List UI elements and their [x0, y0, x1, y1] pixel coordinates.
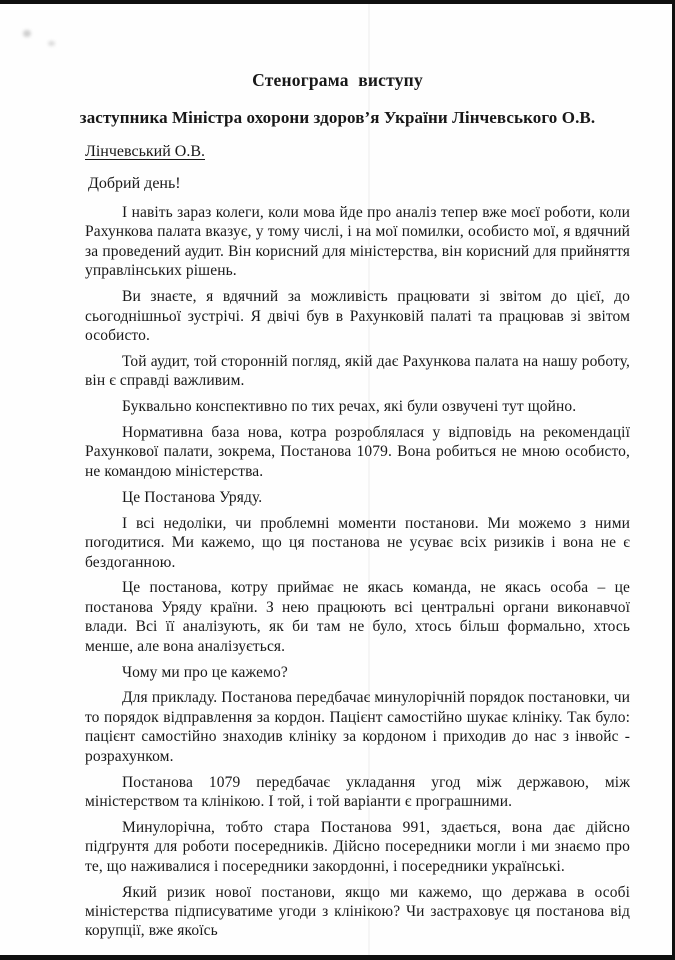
paragraph: І всі недоліки, чи проблемні моменти постанови. Ми можемо з ними погодитися. Ми кажемо, що ця постанова не усуває всіх ризиків і вона не є бездоганною.: [85, 514, 630, 571]
transcript-paragraphs: [85, 203, 630, 941]
paragraph: Чому ми про це кажемо?: [122, 663, 288, 681]
speaker-name: Лінчевський О.В.: [85, 143, 205, 160]
scan-border-top: [0, 0, 675, 4]
scan-speck: [48, 41, 55, 46]
greeting-line: Добрий день!: [88, 175, 181, 192]
document-title: Стенограма виступу: [252, 70, 423, 90]
paragraph: Минулорічна, тобто стара Постанова 991, здається, вона дає дійсно підґрунтя для роботи посередників. Дійсно посередники могли і ми знаємо про те, що наживалися і посередники закордонні, і посередники українські.: [85, 818, 630, 875]
document-body: [85, 143, 630, 941]
paragraph: Постанова 1079 передбачає укладання угод між державою, між міністерством та клінікою. І той, і той варіанти є програшними.: [85, 773, 630, 810]
paragraph: Ви знаєте, я вдячний за можливість працювати зі звітом до цієї, до сьогоднішньої зустрічі. Я двічі був в Рахунковій палаті та працював зі звітом особисто.: [85, 288, 630, 344]
paragraph: Це постанова, котру приймає не якась команда, не якась особа – це постанова Уряду країни. З нею працюють всі центральні органи виконавчої влади. Всі її аналізують, як би там не було, хтось більш формально, хтось менше, але вона аналізується.: [85, 579, 630, 655]
paragraph: Який ризик нової постанови, якщо ми кажемо, що держава в особі міністерства підписуватиме угоди з клінікою? Чи застраховує ця постанова від корупції, вже якоїсь: [85, 883, 630, 940]
document-subtitle: заступника Міністра охорони здоров’я України Лінчевського О.В.: [79, 108, 596, 127]
scan-speck: [23, 30, 31, 37]
paragraph: І навіть зараз колеги, коли мова йде про аналіз тепер вже моєї роботи, коли Рахункова палата вказує, у тому числі, і на мої помилки, особисто мої, я вдячний за проведений аудит. Він корисний для міністерства, він корисний для прийняття управлінських рішень.: [85, 204, 630, 280]
paragraph: Буквально конспективно по тих речах, які були озвучені тут щойно.: [122, 398, 577, 416]
paragraph: Для прикладу. Постанова передбачає минулорічній порядок постановки, чи то порядок відправлення за кордон. Пацієнт самостійно шукає клініку. Так було: пацієнт самостійно знаходив клініку за кордоном і приходив до нас з інвойс - розрахунком.: [85, 689, 630, 765]
paragraph: Нормативна база нова, котра розроблялася у відповідь на рекомендації Рахункової палати, зокрема, Постанова 1079. Вона робиться не мною особисто, не командою міністерства.: [85, 424, 630, 480]
paragraph: Той аудит, той сторонній погляд, якій дає Рахункова палата на нашу роботу, він є справді важливим.: [85, 352, 630, 390]
scan-seam-line: [368, 4, 370, 955]
scan-border-bottom: [0, 955, 675, 960]
paragraph: Це Постанова Уряду.: [122, 488, 263, 506]
